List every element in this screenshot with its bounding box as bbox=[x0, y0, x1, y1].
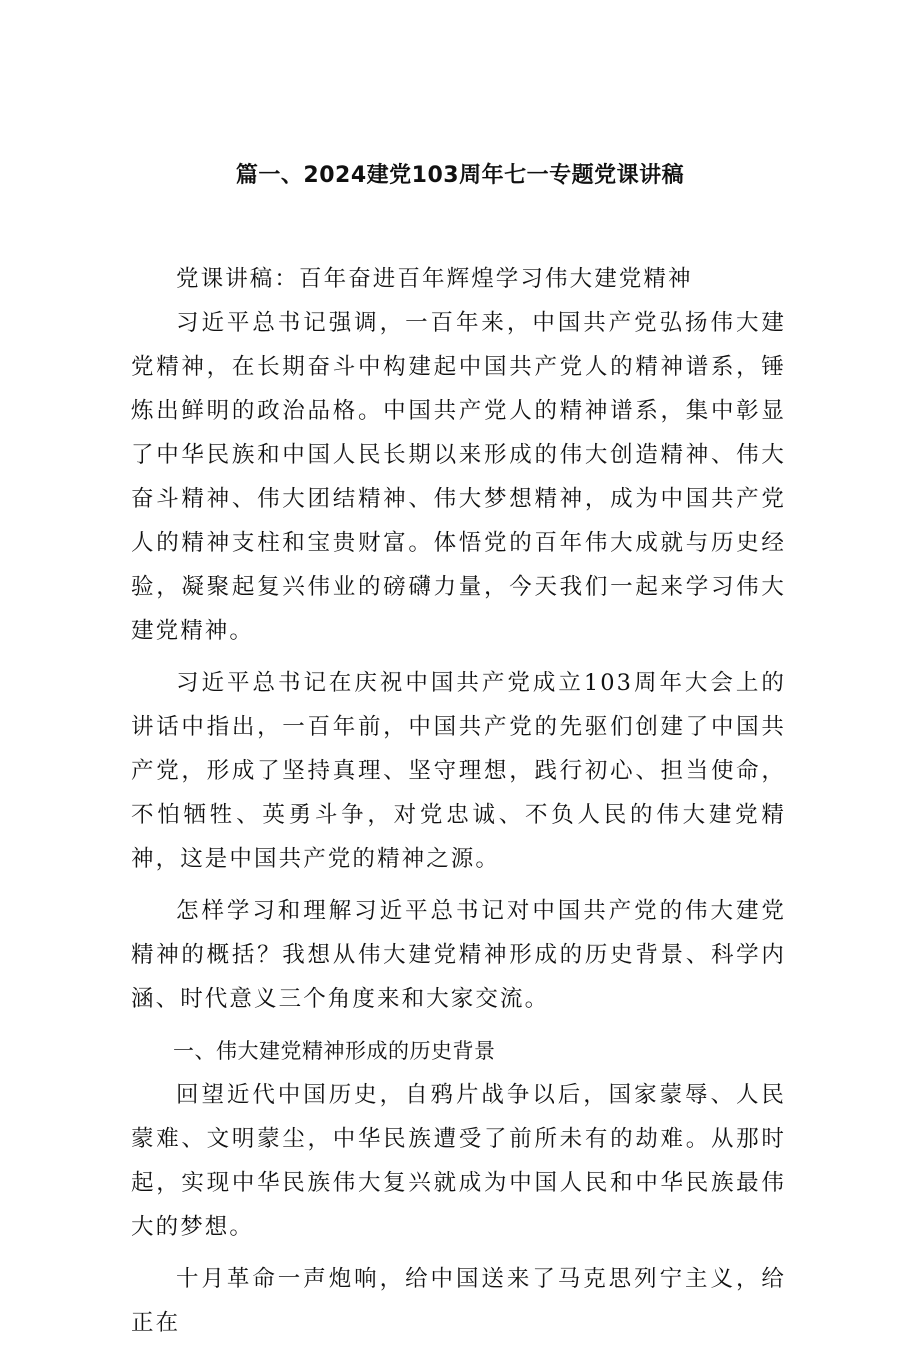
lesson-subtitle: 党课讲稿：百年奋进百年辉煌学习伟大建党精神 bbox=[176, 266, 693, 292]
document-title: 篇一、2024建党103周年七一专题党课讲稿 bbox=[235, 163, 685, 188]
body-paragraph: 回望近代中国历史，自鸦片战争以后，国家蒙辱、人民蒙难、文明蒙尘，中华民族遭受了前所未有的劫难。从那时起，实现中华民族伟大复兴就成为中国人民和中华民族最伟大的梦想。 bbox=[131, 1082, 786, 1240]
section-heading: 一、伟大建党精神形成的历史背景 bbox=[173, 1039, 496, 1063]
body-paragraph: 习近平总书记在庆祝中国共产党成立103周年大会上的讲话中指出，一百年前，中国共产党的先驱们创建了中国共产党，形成了坚持真理、坚守理想，践行初心、担当使命，不怕牺牲、英勇斗争，对党忠诚、不负人民的伟大建党精神，这是中国共产党的精神之源。 bbox=[131, 670, 786, 872]
body-paragraph: 习近平总书记强调，一百年来，中国共产党弘扬伟大建党精神，在长期奋斗中构建起中国共产党人的精神谱系，锤炼出鲜明的政治品格。中国共产党人的精神谱系，集中彰显了中华民族和中国人民长期以来形成的伟大创造精神、伟大奋斗精神、伟大团结精神、伟大梦想精神，成为中国共产党人的精神支柱和宝贵财富。体悟党的百年伟大成就与历史经验，凝聚起复兴伟业的磅礴力量，今天我们一起来学习伟大建党精神。 bbox=[131, 310, 786, 644]
body-paragraph: 怎样学习和理解习近平总书记对中国共产党的伟大建党精神的概括？我想从伟大建党精神形成的历史背景、科学内涵、时代意义三个角度来和大家交流。 bbox=[131, 898, 786, 1012]
body-paragraph: 十月革命一声炮响，给中国送来了马克思列宁主义，给正在 bbox=[131, 1266, 786, 1336]
document-body bbox=[131, 257, 786, 1345]
